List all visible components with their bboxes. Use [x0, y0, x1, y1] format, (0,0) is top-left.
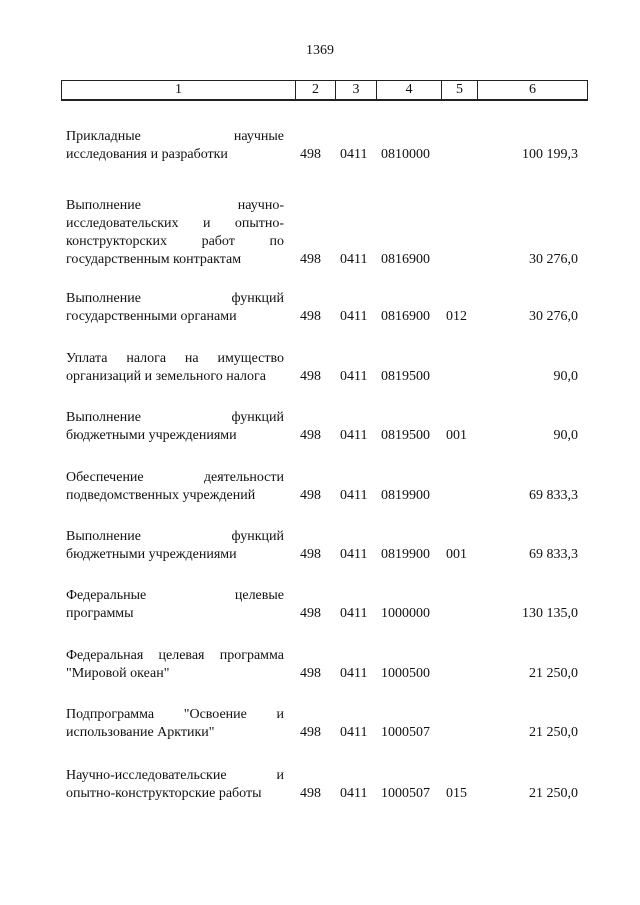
- row-cell-c4: 0819500: [381, 428, 430, 443]
- column-header-4: 4: [377, 81, 442, 101]
- row-name: [66, 350, 284, 386]
- row-name: [66, 197, 284, 269]
- row-cell-c5: 001: [446, 547, 467, 562]
- row-name-line: Обеспечение деятельности: [66, 470, 284, 485]
- row-cell-c3: 0411: [340, 786, 368, 801]
- row-cell-c4: 0819500: [381, 369, 430, 384]
- row-cell-c4: 1000507: [381, 725, 430, 740]
- row-name-line: программы: [66, 606, 134, 621]
- column-header-6: 6: [478, 81, 588, 101]
- row-cell-c2: 498: [300, 666, 321, 681]
- row-name-line: подведомственных учреждений: [66, 488, 256, 503]
- row-cell-c4: 1000500: [381, 666, 430, 681]
- row-name-line: исследования и разработки: [66, 147, 228, 162]
- row-cell-c2: 498: [300, 252, 321, 267]
- row-name-line: Федеральные целевые: [66, 588, 284, 603]
- row-cell-c3: 0411: [340, 488, 368, 503]
- row-cell-c2: 498: [300, 786, 321, 801]
- row-name: [66, 587, 284, 623]
- row-name-line: "Мировой океан": [66, 666, 170, 681]
- row-cell-c6: 90,0: [553, 369, 578, 384]
- row-name-line: Выполнение функций: [66, 291, 284, 306]
- row-name: [66, 469, 284, 505]
- column-header-2: 2: [296, 81, 336, 101]
- row-name-line: организаций и земельного налога: [66, 369, 266, 384]
- row-name-line: бюджетными учреждениями: [66, 428, 237, 443]
- row-cell-c4: 0816900: [381, 252, 430, 267]
- row-name-line: Уплата налога на имущество: [66, 351, 284, 366]
- row-cell-c3: 0411: [340, 547, 368, 562]
- row-cell-c6: 69 833,3: [529, 488, 578, 503]
- row-cell-c4: 1000000: [381, 606, 430, 621]
- row-name-line: исследовательских и опытно-: [66, 216, 284, 231]
- row-cell-c2: 498: [300, 606, 321, 621]
- row-cell-c3: 0411: [340, 606, 368, 621]
- row-cell-c4: 0819900: [381, 547, 430, 562]
- row-name: [66, 409, 284, 445]
- row-cell-c4: 0819900: [381, 488, 430, 503]
- row-name-line: Выполнение научно-: [66, 198, 284, 213]
- row-cell-c3: 0411: [340, 147, 368, 162]
- row-name-line: использование Арктики": [66, 725, 215, 740]
- row-name-line: Выполнение функций: [66, 529, 284, 544]
- row-cell-c5: 001: [446, 428, 467, 443]
- row-cell-c3: 0411: [340, 725, 368, 740]
- row-cell-c3: 0411: [340, 666, 368, 681]
- row-cell-c3: 0411: [340, 369, 368, 384]
- row-name-line: конструкторских работ по: [66, 234, 284, 249]
- row-cell-c4: 0816900: [381, 309, 430, 324]
- row-name-line: Выполнение функций: [66, 410, 284, 425]
- row-name-line: Подпрограмма "Освоение и: [66, 707, 284, 722]
- row-name: [66, 528, 284, 564]
- row-cell-c6: 130 135,0: [522, 606, 578, 621]
- row-cell-c5: 012: [446, 309, 467, 324]
- row-cell-c2: 498: [300, 428, 321, 443]
- row-name: [66, 767, 284, 803]
- row-cell-c6: 30 276,0: [529, 309, 578, 324]
- row-cell-c2: 498: [300, 725, 321, 740]
- row-cell-c5: 015: [446, 786, 467, 801]
- row-cell-c2: 498: [300, 147, 321, 162]
- column-header-5: 5: [442, 81, 478, 101]
- row-cell-c6: 21 250,0: [529, 725, 578, 740]
- row-name: [66, 706, 284, 742]
- column-header-1: 1: [62, 81, 296, 101]
- row-name-line: Прикладные научные: [66, 129, 284, 144]
- row-cell-c6: 69 833,3: [529, 547, 578, 562]
- row-cell-c4: 0810000: [381, 147, 430, 162]
- row-cell-c6: 21 250,0: [529, 786, 578, 801]
- row-name: [66, 290, 284, 326]
- row-cell-c2: 498: [300, 309, 321, 324]
- row-cell-c6: 100 199,3: [522, 147, 578, 162]
- row-name-line: бюджетными учреждениями: [66, 547, 237, 562]
- row-name-line: Научно-исследовательские и: [66, 768, 284, 783]
- row-cell-c3: 0411: [340, 428, 368, 443]
- row-cell-c2: 498: [300, 369, 321, 384]
- row-cell-c2: 498: [300, 488, 321, 503]
- row-cell-c3: 0411: [340, 252, 368, 267]
- row-cell-c2: 498: [300, 547, 321, 562]
- row-name-line: государственным контрактам: [66, 252, 242, 267]
- row-cell-c6: 30 276,0: [529, 252, 578, 267]
- row-name-line: Федеральная целевая программа: [66, 648, 284, 663]
- column-header-row: [62, 81, 588, 101]
- page-number: 1369: [306, 43, 334, 58]
- row-cell-c3: 0411: [340, 309, 368, 324]
- row-name-line: государственными органами: [66, 309, 237, 324]
- column-header-3: 3: [336, 81, 377, 101]
- row-cell-c6: 21 250,0: [529, 666, 578, 681]
- row-cell-c4: 1000507: [381, 786, 430, 801]
- row-name-line: опытно-конструкторские работы: [66, 786, 262, 801]
- row-name: [66, 128, 284, 164]
- row-name: [66, 647, 284, 683]
- row-cell-c6: 90,0: [553, 428, 578, 443]
- column-header-table: [61, 80, 588, 101]
